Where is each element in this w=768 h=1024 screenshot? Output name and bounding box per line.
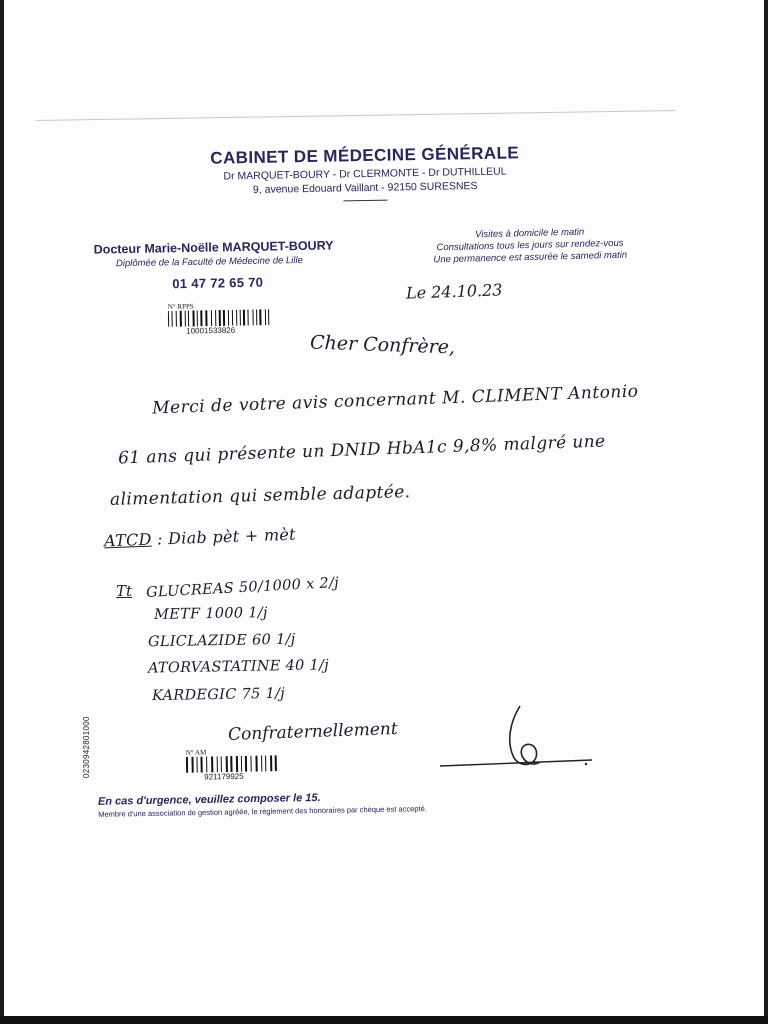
barcode-bar (186, 757, 188, 773)
hours-line-3: Une permanence est assurée le samedi matin (433, 249, 628, 266)
barcode-bar (275, 755, 277, 771)
barcode-bar (247, 310, 248, 326)
letterhead-title: CABINET DE MÉDECINE GÉNÉRALE (210, 143, 520, 168)
barcode-bar (215, 310, 216, 326)
footer (98, 788, 538, 819)
am-label: N° AM (185, 748, 207, 757)
history-text: : Diab pèt + mèt (156, 524, 297, 549)
barcode-bar (226, 756, 228, 772)
letterhead-underline (343, 200, 387, 202)
prescription-item: GLICLAZIDE 60 1/j (147, 631, 296, 651)
barcode-bar (200, 757, 202, 773)
barcode-bar (230, 756, 232, 772)
barcode-bar (241, 756, 242, 772)
hours-line-2: Consultations tous les jours sur rendez-vous (436, 237, 624, 254)
barcode-bar (245, 756, 247, 772)
barcode-bar (265, 755, 266, 771)
history-line (104, 525, 296, 551)
am-number: 921179925 (204, 771, 244, 782)
history-label: ATCD (103, 529, 152, 551)
barcode-bar (261, 756, 262, 772)
barcode-bar (180, 311, 182, 327)
hours-line-1: Visites à domicile le matin (475, 226, 585, 241)
doctor-block (94, 237, 395, 292)
doctor-name: Docteur Marie-Noëlle MARQUET-BOURY (93, 238, 334, 257)
barcode-bar (223, 310, 225, 326)
barcode-bar (168, 311, 169, 327)
body-line-2: 61 ans qui présente un DNID HbA1c 9,8% malgré une (117, 431, 606, 469)
barcode-bar (196, 757, 197, 773)
barcode-bar (265, 309, 266, 325)
letterhead (180, 143, 551, 204)
doctor-diploma: Diplômée de la Faculté de Médecine de Lille (115, 254, 303, 270)
rpps-number: 10001533826 (186, 325, 236, 336)
barcode-bar (255, 756, 257, 772)
office-hours (400, 225, 661, 267)
rpps-barcode-block (168, 301, 273, 336)
salutation: Cher Confrère, (309, 331, 456, 359)
barcode-bar (217, 756, 218, 772)
letterhead-doctors: Dr MARQUET-BOURY - Dr CLERMONTE - Dr DUTHILLEUL (223, 165, 507, 183)
barcode-bar (270, 755, 272, 771)
barcode-bar (206, 756, 207, 772)
barcode-bar (211, 310, 212, 326)
prescription-item: ATORVASTATINE 40 1/j (147, 657, 330, 677)
barcode-bar (219, 310, 221, 326)
barcode-bar (236, 756, 238, 772)
barcode-bar (250, 756, 251, 772)
barcode-bar (197, 310, 198, 326)
prescription-item: KARDEGIC 75 1/j (151, 685, 286, 705)
barcode-bar (252, 309, 253, 325)
body-line-3: alimentation qui semble adaptée. (109, 482, 411, 510)
prescription-item: GLUCREAS 50/1000 x 2/j (145, 574, 340, 602)
barcode-bar (192, 310, 194, 326)
barcode-bar (236, 310, 237, 326)
barcode-bar (211, 756, 213, 772)
scan-border-left (0, 0, 4, 1024)
top-divider (36, 110, 676, 121)
barcode-bar (171, 311, 172, 327)
barcode-bar (185, 311, 186, 327)
body-line-1: Merci de votre avis concernant M. CLIMENT Antonio (151, 381, 639, 419)
signature (436, 700, 596, 780)
barcode-bar (191, 757, 193, 773)
letter-date: Le 24.10.23 (405, 280, 503, 303)
barcode-bar (256, 309, 257, 325)
emergency-notice: En cas d'urgence, veuillez composer le 15. (97, 791, 321, 808)
letterhead-address: 9, avenue Edouard Vaillant - 92150 SURESNES (252, 180, 478, 196)
barcode-bar (205, 310, 207, 326)
barcode-bar (176, 311, 177, 327)
barcode-bar (200, 310, 202, 326)
barcode-bar (243, 310, 245, 326)
scan-border-right (764, 0, 768, 1024)
barcode-bar (221, 756, 222, 772)
barcode-bar (228, 310, 229, 326)
barcode-bar (268, 309, 269, 325)
barcode-bar (259, 309, 261, 325)
barcode-bar (188, 311, 189, 327)
closing: Confraternellement (227, 719, 398, 745)
scan-border-bottom (0, 1016, 768, 1024)
rpps-label: N° RPPS (167, 302, 194, 311)
doctor-phone: 01 47 72 65 70 (172, 274, 264, 292)
prescription-item: METF 1000 1/j (153, 605, 268, 623)
am-barcode-block (186, 747, 283, 782)
payment-notice: Membre d'une association de gestion agréée, le règlement des honoraires par chèque est accepté. (98, 804, 427, 819)
barcode-bar (240, 310, 241, 326)
barcode-bar (232, 310, 233, 326)
rpps-barcode (168, 309, 272, 327)
side-reference-number: 0230942801000 (82, 716, 91, 778)
treatment-label: Tt (115, 581, 133, 601)
am-barcode (186, 755, 282, 773)
